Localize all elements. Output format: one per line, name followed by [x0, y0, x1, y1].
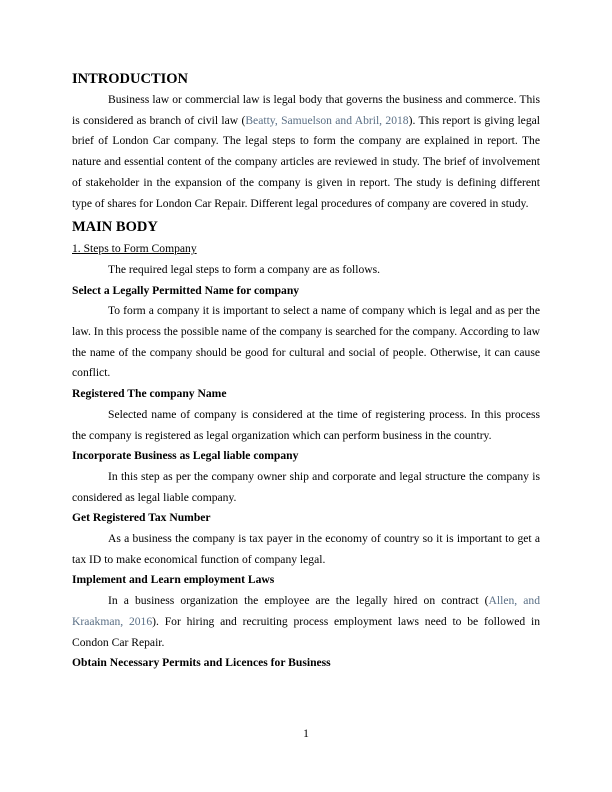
step-text-3: In this step as per the company owner ship and corporate and legal structure the company is considered as legal liable company.: [72, 469, 540, 504]
steps-intro: The required legal steps to form a company are as follows.: [108, 262, 381, 276]
intro-citation: Beatty, Samuelson and Abril, 2018: [245, 113, 409, 127]
main-body-heading: MAIN BODY: [72, 219, 158, 236]
intro-paragraph: [72, 90, 540, 214]
step-title-6: Obtain Necessary Permits and Licences for Business: [72, 656, 331, 670]
section-subheading: 1. Steps to Form Company: [72, 242, 197, 256]
step-5-citation: Allen, and Kraakman, 2016: [72, 594, 540, 628]
intro-text-a: Business law or commercial law is legal body that governs the business and commerce. This is considered as branch of civil law (: [72, 93, 540, 127]
step-title-3: Incorporate Business as Legal liable company: [72, 449, 299, 463]
step-title-1: Select a Legally Permitted Name for company: [72, 283, 300, 297]
step-text-2: Selected name of company is considered at the time of registering process. In this process the company is registered as legal organization which can perform business in the country.: [72, 407, 540, 442]
step-text-1: To form a company it is important to select a name of company which is legal and as per the law. In this process the possible name of the company is searched for the company. According to law the name of the company should be good for cultural and social of people. Otherwise, it can cause conflict.: [72, 304, 540, 380]
step-text-5: [72, 591, 540, 653]
step-text-5-b: ). For hiring and recruiting process employment laws need to be followed in Condon Car Repair.: [72, 614, 540, 649]
intro-text-b: ). This report is giving legal brief of London Car company. The legal steps to form the company are explained in report. The nature and essential content of the company articles are reviewed in study. The brief of involvement of stakeholder in the expansion of the company is given in report. The study is defining different type of shares for London Car Repair. Different legal procedures of company are covered in study.: [72, 113, 540, 210]
step-text-4: As a business the company is tax payer in the economy of country so it is important to get a tax ID to make economical function of company legal.: [72, 532, 540, 566]
step-text-5-a: In a business organization the employee are the legally hired on contract (: [108, 594, 489, 608]
intro-heading: INTRODUCTION: [72, 71, 189, 87]
step-title-5: Implement and Learn employment Laws: [72, 573, 275, 587]
document-page: [72, 70, 540, 674]
step-title-4: Get Registered Tax Number: [72, 511, 211, 525]
page-number: 1: [303, 727, 309, 740]
step-title-2: Registered The company Name: [72, 387, 227, 401]
